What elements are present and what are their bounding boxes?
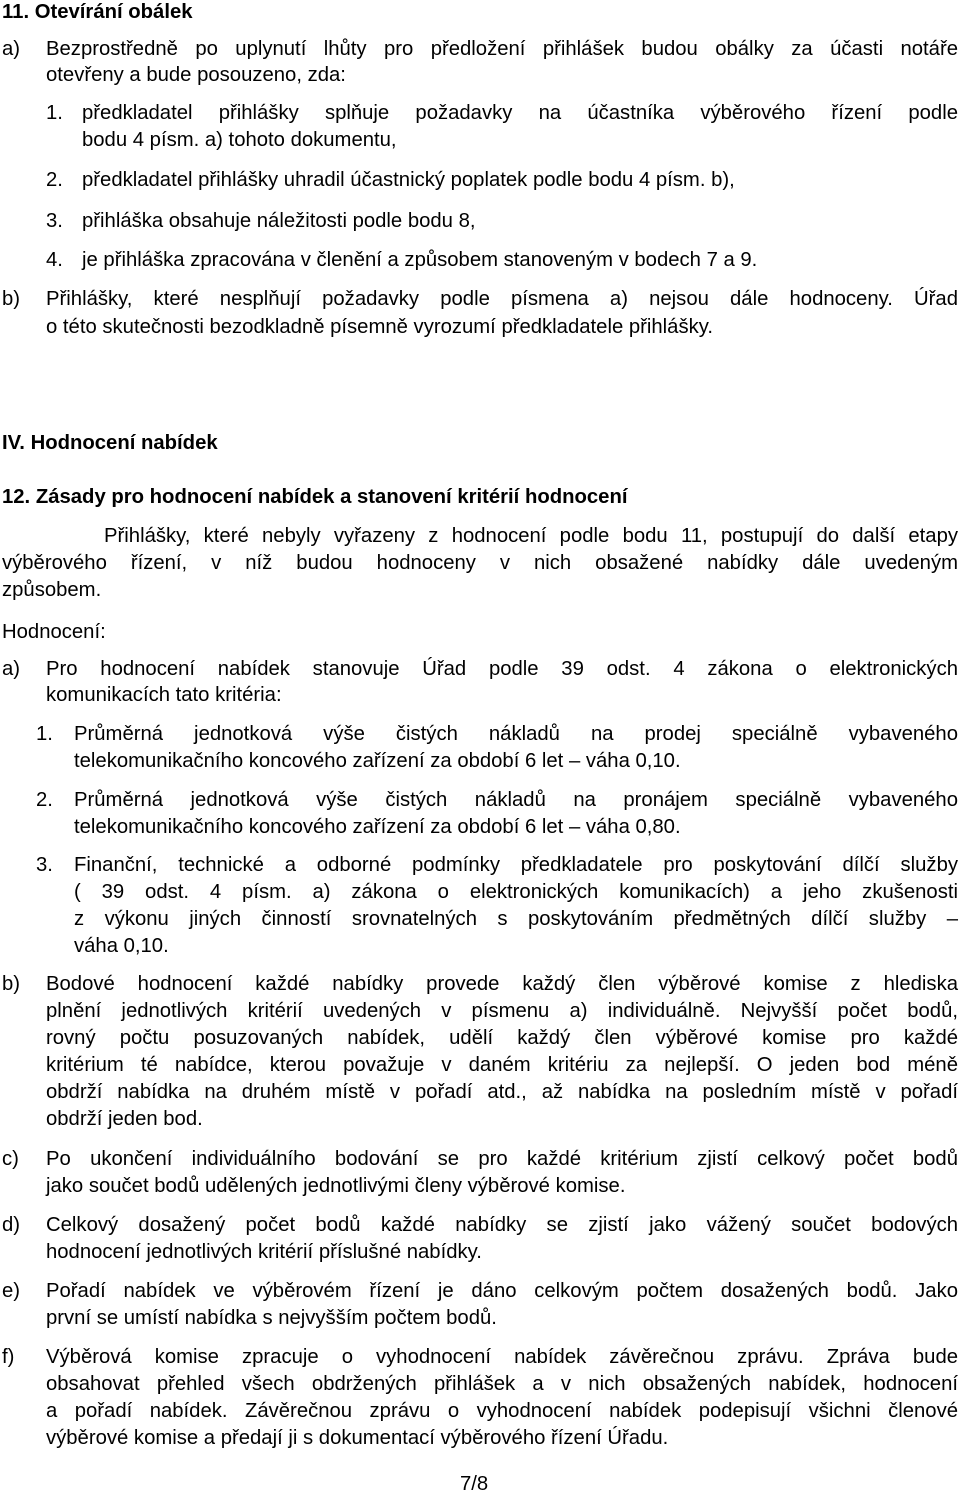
list-item-line: váha 0,10. xyxy=(74,935,169,957)
section-iv-heading: IV. Hodnocení nabídek xyxy=(2,432,218,454)
item-label-a: a) xyxy=(2,38,21,60)
list-item-line: telekomunikačního koncového zařízení za období 6 let – váha 0,80. xyxy=(74,816,681,838)
paragraph-line: kritérium té nabídce, kterou považuje v daném kritériu za nejlepší. O jeden bod méně xyxy=(46,1054,958,1076)
item-label-a: a) xyxy=(2,658,21,680)
list-item-line: Průměrná jednotková výše čistých nákladů na pronájem speciálně vybaveného xyxy=(74,789,958,811)
paragraph-line: Bezprostředně po uplynutí lhůty pro předložení přihlášek budou obálky za účasti notáře xyxy=(46,38,958,60)
paragraph-line: Pro hodnocení nabídek stanovuje Úřad podle 39 odst. 4 zákona o elektronických xyxy=(46,658,958,680)
section-12-heading: 12. Zásady pro hodnocení nabídek a stanovení kritérií hodnocení xyxy=(2,486,628,508)
paragraph-line: první se umístí nabídka s nejvyšším počtem bodů. xyxy=(46,1307,497,1329)
list-item-line: z výkonu jiných činností srovnatelných s poskytováním předmětných dílčí služby – xyxy=(74,908,958,930)
paragraph-line: obdrží jeden bod. xyxy=(46,1108,203,1130)
item-label-d: d) xyxy=(2,1214,21,1236)
paragraph-line: výběrového řízení, v níž budou hodnoceny v nich obsažené nabídky dále uvedeným xyxy=(2,552,958,574)
list-item-line: je přihláška zpracována v členění a způsobem stanoveným v bodech 7 a 9. xyxy=(82,249,758,271)
paragraph-line: Celkový dosažený počet bodů každé nabídky se zjistí jako vážený součet bodových xyxy=(46,1214,958,1236)
item-label-c: c) xyxy=(2,1148,19,1170)
paragraph-line: otevřeny a bude posouzeno, zda: xyxy=(46,64,346,86)
list-number: 1. xyxy=(36,723,53,745)
list-item-line: předkladatel přihlášky splňuje požadavky na účastníka výběrového řízení podle xyxy=(82,102,958,124)
paragraph-line: Výběrová komise zpracuje o vyhodnocení nabídek závěrečnou zprávu. Zpráva bude xyxy=(46,1346,958,1368)
list-item-line: přihláška obsahuje náležitosti podle bodu 8, xyxy=(82,210,476,232)
paragraph-line: Přihlášky, které nebyly vyřazeny z hodnocení podle bodu 11, postupují do další etapy xyxy=(104,525,958,547)
paragraph-line: hodnocení jednotlivých kritérií příslušné nabídky. xyxy=(46,1241,482,1263)
item-label-b: b) xyxy=(2,288,21,310)
paragraph-line: Přihlášky, které nesplňují požadavky podle písmena a) nejsou dále hodnoceny. Úřad xyxy=(46,288,958,310)
paragraph-line: komunikacích tato kritéria: xyxy=(46,684,282,706)
paragraph-line: způsobem. xyxy=(2,579,102,601)
list-item-line: ( 39 odst. 4 písm. a) zákona o elektronických komunikacích) a jeho zkušenosti xyxy=(74,881,958,903)
paragraph-line: a pořadí nabídek. Závěrečnou zprávu o vyhodnocení nabídek podepisují všichni členové xyxy=(46,1400,958,1422)
item-label-b: b) xyxy=(2,973,21,995)
paragraph-line: plnění jednotlivých kritérií uvedených v písmenu a) individuálně. Nejvyšší počet bodů, xyxy=(46,1000,958,1022)
paragraph-line: o této skutečnosti bezodkladně písemně vyrozumí předkladatele přihlášky. xyxy=(46,316,714,338)
list-number: 1. xyxy=(46,102,63,124)
list-number: 4. xyxy=(46,249,63,271)
paragraph-line: výběrové komise a předají ji s dokumentací výběrového řízení Úřadu. xyxy=(46,1427,669,1449)
list-item-line: předkladatel přihlášky uhradil účastnický poplatek podle bodu 4 písm. b), xyxy=(82,169,735,191)
page-number: 7/8 xyxy=(460,1473,489,1495)
list-number: 2. xyxy=(36,789,53,811)
hodnoceni-label: Hodnocení: xyxy=(2,621,106,643)
section-11-heading: 11. Otevírání obálek xyxy=(2,1,193,23)
paragraph-line: jako součet bodů udělených jednotlivými členy výběrové komise. xyxy=(46,1175,626,1197)
paragraph-line: Bodové hodnocení každé nabídky provede každý člen výběrové komise z hlediska xyxy=(46,973,958,995)
paragraph-line: obsahovat přehled všech obdržených přihlášek a v nich obsažených nabídek, hodnocení xyxy=(46,1373,958,1395)
list-number: 2. xyxy=(46,169,63,191)
paragraph-line: obdrží nabídka na druhém místě v pořadí atd., až nabídka na posledním místě v pořadí xyxy=(46,1081,958,1103)
paragraph-line: Pořadí nabídek ve výběrovém řízení je dáno celkovým počtem dosažených bodů. Jako xyxy=(46,1280,958,1302)
list-number: 3. xyxy=(36,854,53,876)
item-label-e: e) xyxy=(2,1280,21,1302)
list-item-line: bodu 4 písm. a) tohoto dokumentu, xyxy=(82,129,397,151)
list-item-line: telekomunikačního koncového zařízení za období 6 let – váha 0,10. xyxy=(74,750,681,772)
list-item-line: Průměrná jednotková výše čistých nákladů na prodej speciálně vybaveného xyxy=(74,723,958,745)
list-number: 3. xyxy=(46,210,63,232)
paragraph-line: Po ukončení individuálního bodování se pro každé kritérium zjistí celkový počet bodů xyxy=(46,1148,958,1170)
list-item-line: Finanční, technické a odborné podmínky předkladatele pro poskytování dílčí služby xyxy=(74,854,958,876)
item-label-f: f) xyxy=(2,1346,15,1368)
paragraph-line: rovný počtu posuzovaných nabídek, udělí každý člen výběrové komise pro každé xyxy=(46,1027,958,1049)
